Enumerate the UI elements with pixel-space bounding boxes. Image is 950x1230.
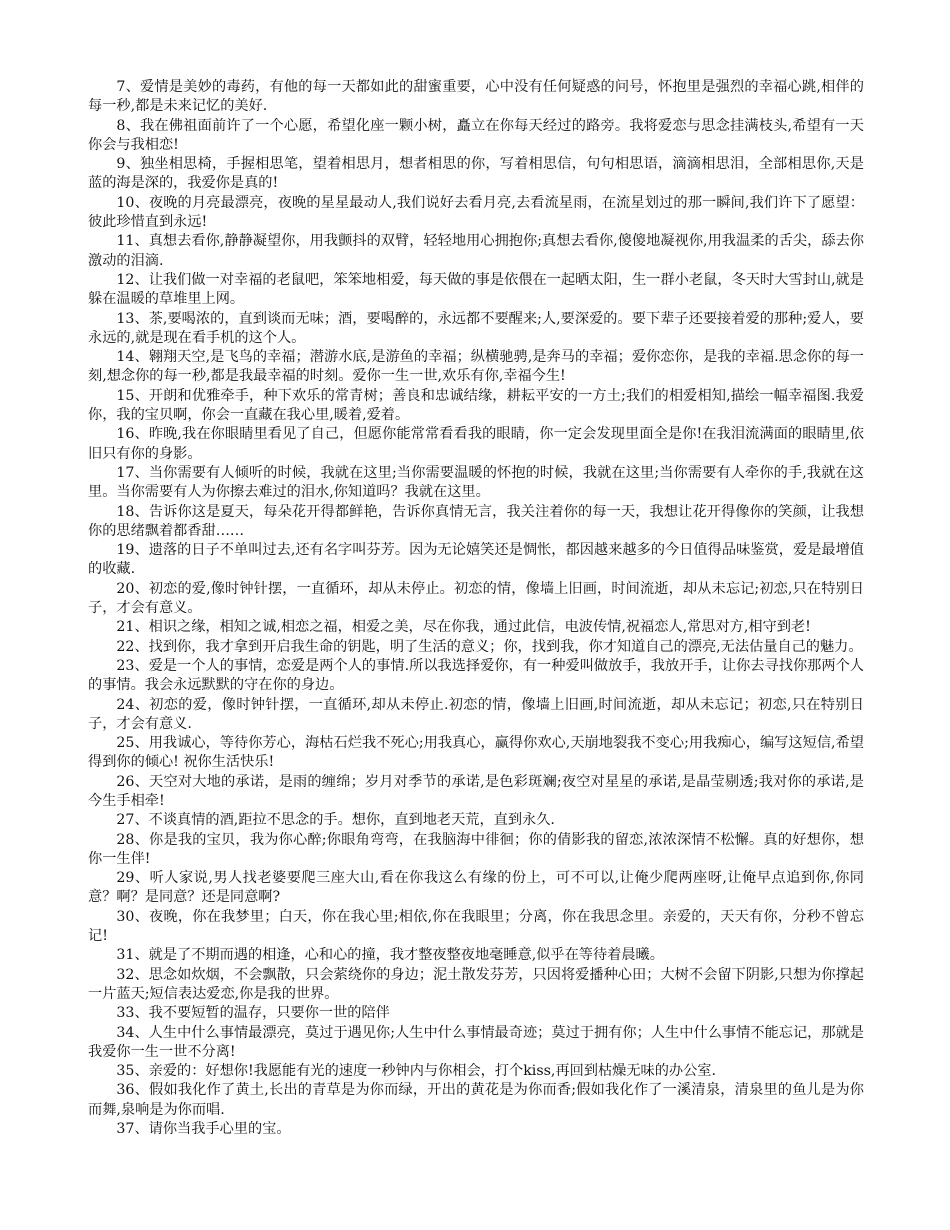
paragraph-8: 8、我在佛祖面前许了一个心愿，希望化座一颗小树，矗立在你每天经过的路旁。我将爱恋与思念挂满枝头,希望有一天你会与我相恋! (88, 117, 864, 153)
paragraph-11: 11、真想去看你,静静凝望你，用我颤抖的双臂，轻轻地用心拥抱你;真想去看你,傻傻地凝视你,用我温柔的舌尖，舔去你激动的泪滴. (88, 233, 864, 269)
paragraph-7: 7、爱情是美妙的毒药，有他的每一天都如此的甜蜜重要，心中没有任何疑惑的问号，怀抱里是强烈的幸福心跳,相伴的每一秒,都是未来记忆的美好. (88, 79, 864, 115)
paragraph-36: 36、假如我化作了黄土,长出的青草是为你而绿，开出的黄花是为你而香;假如我化作了一溪清泉，清泉里的鱼儿是为你而舞,泉响是为你而唱. (88, 1082, 864, 1118)
paragraph-37: 37、请你当我手心里的宝。 (116, 1121, 291, 1138)
paragraph-30: 30、夜晚，你在我梦里；白天，你在我心里;相依,你在我眼里；分离，你在我思念里。亲爱的，天天有你，分秒不曾忘记! (88, 908, 864, 945)
paragraph-17: 17、当你需要有人倾听的时候，我就在这里;当你需要温暖的怀抱的时候，我就在这里;当你需要有人牵你的手,我就在这里。当你需要有人为你擦去难过的泪水,你知道吗？我就在这里。 (88, 464, 864, 501)
paragraph-12: 12、让我们做一对幸福的老鼠吧，笨笨地相爱，每天做的事是依偎在一起晒太阳，生一群小老鼠，冬天时大雪封山,就是躲在温暖的草堆里上网。 (88, 271, 864, 308)
paragraph-24: 24、初恋的爱，像时钟针摆，一直循环,却从未停止.初恋的情，像墙上旧画,时间流逝，却从未忘记；初恋,只在特别日子，才会有意义. (88, 696, 864, 732)
paragraph-28: 28、你是我的宝贝，我为你心醉;你眼角弯弯，在我脑海中徘徊；你的倩影我的留恋,浓浓深情不松懈。真的好想你，想你一生伴! (88, 831, 864, 867)
paragraph-18: 18、告诉你这是夏天，每朵花开得都鲜艳，告诉你真情无言，我关注着你的每一天，我想让花开得像你的笑颜，让我想你的思绪飘着都香甜…… (88, 503, 864, 539)
paragraph-19: 19、遗落的日子不单叫过去,还有名字叫芬芳。因为无论嬉笑还是惆怅，都因越来越多的今日值得品味鉴赏，爱是最增值的收藏. (88, 542, 864, 578)
paragraph-14: 14、翱翔天空,是飞鸟的幸福；潜游水底,是游鱼的幸福；纵横驰骋,是奔马的幸福；爱你恋你，是我的幸福.思念你的每一刻,想念你的每一秒,都是我最幸福的时刻。爱你一生一世,欢乐有你,幸福今生! (88, 349, 864, 385)
paragraph-33: 33、我不要短暂的温存，只要你一世的陪伴 (116, 1005, 390, 1022)
paragraph-20: 20、初恋的爱,像时钟针摆，一直循环，却从未停止。初恋的情，像墙上旧画，时间流逝，却从未忘记;初恋,只在特别日子，才会有意义。 (88, 580, 864, 617)
paragraph-10: 10、夜晚的月亮最漂亮，夜晚的星星最动人,我们说好去看月亮,去看流星雨，在流星划过的那一瞬间,我们许下了愿望：彼此珍惜直到永远! (88, 194, 864, 231)
paragraph-13: 13、茶,要喝浓的，直到谈而无味；酒，要喝醉的，永远都不要醒来;人,要深爱的。要下辈子还要接着爱的那种;爱人，要永远的,就是现在看手机的这个人。 (88, 310, 864, 346)
paragraph-29: 29、听人家说,男人找老婆要爬三座大山,看在你我这么有缘的份上，可不可以,让俺少爬两座呀,让俺早点追到你,你同意？啊？是同意？还是同意啊? (88, 870, 864, 906)
paragraph-31: 31、就是了不期而遇的相逢，心和心的撞，我才整夜整夜地毫睡意,似乎在等待着晨曦。 (116, 947, 664, 964)
paragraph-32: 32、思念如炊烟，不会飘散，只会萦绕你的身边；泥土散发芬芳，只因将爱播种心田；大树不会留下阴影,只想为你撑起一片蓝天;短信表达爱恋,你是我的世界。 (88, 966, 864, 1002)
paragraph-21: 21、相识之缘，相知之诚,相恋之福，相爱之美，尽在你我，通过此信，电波传情,祝福恋人,常思对方,相守到老! (116, 619, 811, 636)
paragraph-16: 16、昨晚,我在你眼睛里看见了自己，但愿你能常常看看我的眼睛，你一定会发现里面全是你!在我泪流满面的眼睛里,依旧只有你的身影。 (88, 426, 864, 462)
paragraph-9: 9、独坐相思椅，手握相思笔，望着相思月，想者相思的你，写着相思信，句句相思语，滴滴相思泪，全部相思你,天是蓝的海是深的，我爱你是真的! (88, 156, 864, 192)
paragraph-34: 34、人生中什么事情最漂亮，莫过于遇见你;人生中什么事情最奇迹；莫过于拥有你；人生中什么事情不能忘记，那就是我爱你一生一世不分离! (88, 1024, 864, 1060)
paragraph-22: 22、找到你，我才拿到开启我生命的钥匙，明了生活的意义；你，找到我，你才知道自己的漂亮,无法估量自己的魅力。 (116, 638, 863, 655)
paragraph-25: 25、用我诚心，等待你芳心，海枯石烂我不死心;用我真心，赢得你欢心,天崩地裂我不变心;用我痴心，编写这短信,希望得到你的倾心! 祝你生活快乐! (88, 735, 864, 771)
paragraph-27: 27、不谈真情的酒,距拉不思念的手。想你，直到地老天荒，直到永久. (116, 812, 555, 829)
paragraph-26: 26、天空对大地的承诺，是雨的缠绵；岁月对季节的承诺,是色彩斑斓;夜空对星星的承诺,是晶莹剔透;我对你的承诺,是今生手相牵! (88, 773, 864, 809)
paragraph-23: 23、爱是一个人的事情，恋爱是两个人的事情.所以我选择爱你，有一种爱叫做放手，我放开手，让你去寻找你那两个人的事情。我会永远默默的守在你的身边。 (88, 657, 864, 694)
paragraph-15: 15、开朗和优雅牵手，种下欢乐的常青树；善良和忠诚结缘，耕耘平安的一方土;我们的相爱相知,描绘一幅幸福图.我爱你，我的宝贝啊，你会一直藏在我心里,暖着,爱着。 (88, 387, 864, 424)
paragraph-35: 35、亲爱的：好想你!我愿能有光的速度一秒钟内与你相会，打个kiss,再回到枯燥无味的办公室. (116, 1063, 716, 1080)
